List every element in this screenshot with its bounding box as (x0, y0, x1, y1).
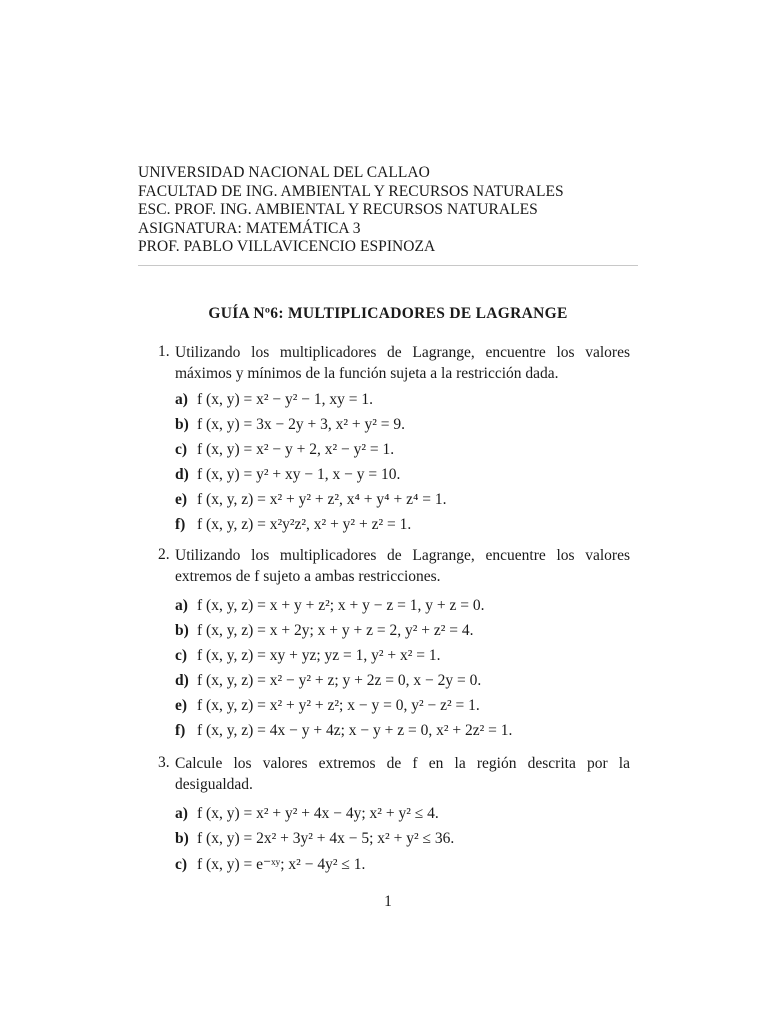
item-letter: c) (175, 856, 188, 873)
item-letter: a) (175, 597, 188, 614)
item-expression: f (x, y, z) = xy + yz; yz = 1, y² + x² = 1. (197, 647, 441, 664)
item-expression: f (x, y) = 3x − 2y + 3, x² + y² = 9. (197, 416, 405, 433)
question-text: Utilizando los multiplicadores de Lagrange, encuentre los valores extremos de f sujeto a ambas restricciones. (175, 547, 630, 585)
item-expression: f (x, y) = e⁻ˣʸ; x² − 4y² ≤ 1. (197, 856, 366, 873)
document-header (138, 164, 638, 257)
item-letter: b) (175, 830, 189, 847)
item-expression: f (x, y) = x² − y² − 1, xy = 1. (197, 391, 373, 408)
item-letter: a) (175, 805, 188, 822)
item-letter: e) (175, 491, 188, 508)
list-item (175, 722, 512, 740)
item-expression: f (x, y, z) = x² + y² + z²; x − y = 0, y² − z² = 1. (197, 697, 480, 714)
item-expression: f (x, y, z) = x + y + z²; x + y − z = 1, y + z = 0. (197, 597, 485, 614)
item-letter: d) (175, 466, 189, 483)
question-number: 2. (158, 546, 170, 563)
list-item (175, 391, 373, 409)
item-letter: c) (175, 647, 188, 664)
list-item (175, 805, 439, 823)
item-letter: d) (175, 672, 189, 689)
item-expression: f (x, y) = 2x² + 3y² + 4x − 5; x² + y² ≤ 36. (197, 830, 455, 847)
item-letter: b) (175, 416, 189, 433)
item-letter: c) (175, 441, 188, 458)
item-letter: a) (175, 391, 188, 408)
item-letter: e) (175, 697, 188, 714)
header-faculty: FACULTAD DE ING. AMBIENTAL Y RECURSOS NATURALES (138, 182, 564, 200)
question-number: 1. (158, 343, 170, 360)
item-letter: f) (175, 722, 186, 739)
list-item (175, 516, 411, 534)
header-course: ASIGNATURA: MATEMÁTICA 3 (138, 219, 361, 237)
list-item (175, 491, 446, 509)
item-expression: f (x, y, z) = x² + y² + z², x⁴ + y⁴ + z⁴ = 1. (197, 491, 447, 508)
header-professor: PROF. PABLO VILLAVICENCIO ESPINOZA (138, 238, 436, 256)
item-letter: b) (175, 622, 189, 639)
item-expression: f (x, y, z) = x + 2y; x + y + z = 2, y² + z² = 4. (197, 622, 474, 639)
page-number: 1 (384, 893, 392, 910)
list-item (175, 441, 394, 459)
item-expression: f (x, y) = y² + xy − 1, x − y = 10. (197, 466, 401, 483)
question-number: 3. (158, 754, 170, 771)
header-school: ESC. PROF. ING. AMBIENTAL Y RECURSOS NATURALES (138, 201, 538, 219)
list-item (175, 466, 400, 484)
item-expression: f (x, y, z) = x² − y² + z; y + 2z = 0, x − 2y = 0. (197, 672, 482, 689)
header-divider (138, 265, 638, 266)
list-item (175, 855, 365, 874)
list-item (175, 830, 454, 848)
list-item (175, 416, 405, 434)
item-expression: f (x, y) = x² + y² + 4x − 4y; x² + y² ≤ 4. (197, 805, 439, 822)
question-text: Calcule los valores extremos de f en la región descrita por la desigualdad. (175, 755, 630, 793)
item-expression: f (x, y, z) = 4x − y + 4z; x − y + z = 0, x² + 2z² = 1. (197, 722, 513, 739)
list-item (175, 622, 474, 640)
item-expression: f (x, y) = x² − y + 2, x² − y² = 1. (197, 441, 395, 458)
list-item (175, 597, 485, 615)
list-item (175, 697, 480, 715)
item-letter: f) (175, 516, 186, 533)
question-text: Utilizando los multiplicadores de Lagrange, encuentre los valores máximos y mínimos de la función sujeta a la restricción dada. (175, 344, 630, 382)
list-item (175, 647, 441, 665)
list-item (175, 672, 481, 690)
page-title: GUÍA Nº6: MULTIPLICADORES DE LAGRANGE (208, 305, 568, 322)
item-expression: f (x, y, z) = x²y²z², x² + y² + z² = 1. (197, 516, 412, 533)
header-university: UNIVERSIDAD NACIONAL DEL CALLAO (138, 164, 430, 181)
